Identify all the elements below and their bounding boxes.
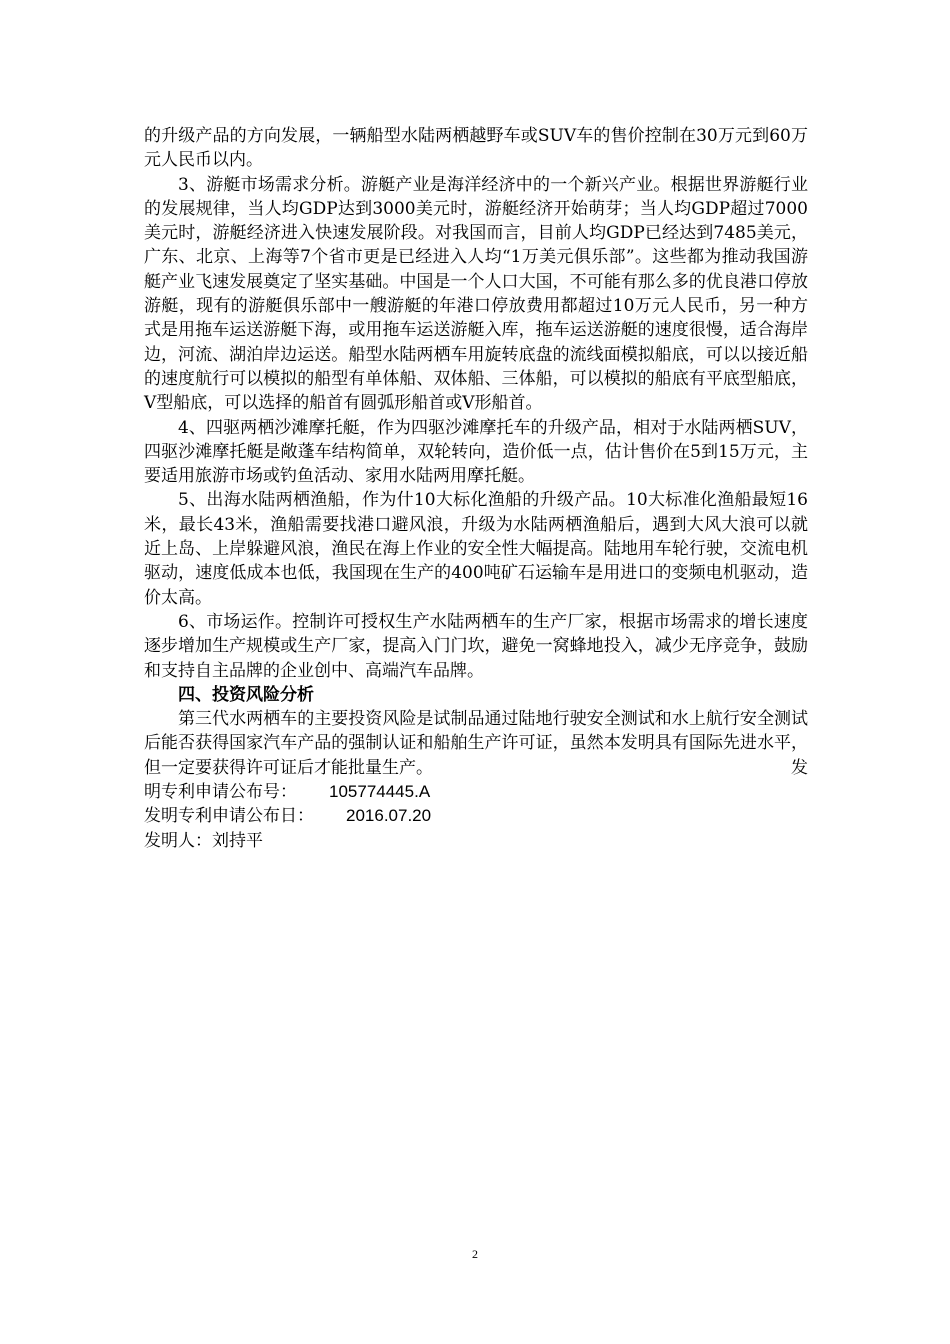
trailing-fragment: 发 [791,757,808,778]
document-body [144,124,808,853]
patent-number-label: 明专利申请公布号： [144,782,297,803]
risk-text: 第三代水两栖车的主要投资风险是试制品通过陆地行驶安全测试和水上航行安全测试后能否获得国家汽车产品的强制认证和船舶生产许可证，虽然本发明具有国际先进水平，但一定要获得许可证后才能批量生产。 [144,709,808,778]
patent-number: 105774445.A [329,782,431,802]
patent-number-line [144,780,808,804]
paragraph-market-operation: 6、市场运作。控制许可授权生产水陆两栖车的生产厂家，根据市场需求的增长速度逐步增加生产规模或生产厂家，提高入门门坎，避免一窝蜂地投入，减少无序竞争，鼓励和支持自主品牌的企业创中、高端汽车品牌。 [144,611,808,681]
paragraph-fishing-boat: 5、出海水陆两栖渔船，作为什10大标化渔船的升级产品。10大标准化渔船最短16米，最长43米，渔船需要找港口避风浪，升级为水陆两栖渔船后，遇到大风大浪可以就近上岛、上岸躲避风浪，渔民在海上作业的安全性大幅提高。陆地用车轮行驶，交流电机驱动，速度低成本也低，我国现在生产的400吨矿石运输车是用进口的变频电机驱动，造价太高。 [144,490,808,608]
paragraph-yacht-market: 3、游艇市场需求分析。游艇产业是海洋经济中的一个新兴产业。根据世界游艇行业的发展规律，当人均GDP达到3000美元时，游艇经济开始萌芽；当人均GDP超过7000美元时，游艇经济进入快速发展阶段。对我国而言，目前人均GDP已经达到7485美元，广东、北京、上海等7个省市更是已经进入人均“1万美元俱乐部”。这些都为推动我国游艇产业飞速发展奠定了坚实基础。中国是一个人口大国，不可能有那么多的优良港口停放游艇，现有的游艇俱乐部中一艘游艇的年港口停放费用都超过10万元人民币，另一种方式是用拖车运送游艇下海，或用拖车运送游艇入库，拖车运送游艇的速度很慢，适合海岸边，河流、湖泊岸边运送。船型水陆两栖车用旋转底盘的流线面模拟船底，可以以接近船的速度航行可以模拟的船型有单体船、双体船、三体船，可以模拟的船底有平底型船底，V型船底，可以选择的船首有圆弧形船首或V形船首。 [144,174,808,414]
publication-date-label: 发明专利申请公布日： [144,806,314,827]
inventor-line: 发明人：刘持平 [144,830,263,851]
publication-date-line [144,804,808,828]
paragraph-continuation: 的升级产品的方向发展，一辆船型水陆两栖越野车或SUV车的售价控制在30万元到60万元人民币以内。 [144,126,808,171]
publication-date: 2016.07.20 [346,806,432,826]
paragraph-investment-risk [144,707,808,780]
paragraph-beach-motorboat: 4、四驱两栖沙滩摩托艇，作为四驱沙滩摩托车的升级产品，相对于水陆两栖SUV，四驱沙滩摩托艇是敞蓬车结构简单，双轮转向，造价低一点，估计售价在5到15万元，主要适用旅游市场或钓鱼活动、家用水陆两用摩托艇。 [144,417,808,487]
section-heading: 四、投资风险分析 [178,684,314,705]
page-number: 2 [472,1247,478,1261]
